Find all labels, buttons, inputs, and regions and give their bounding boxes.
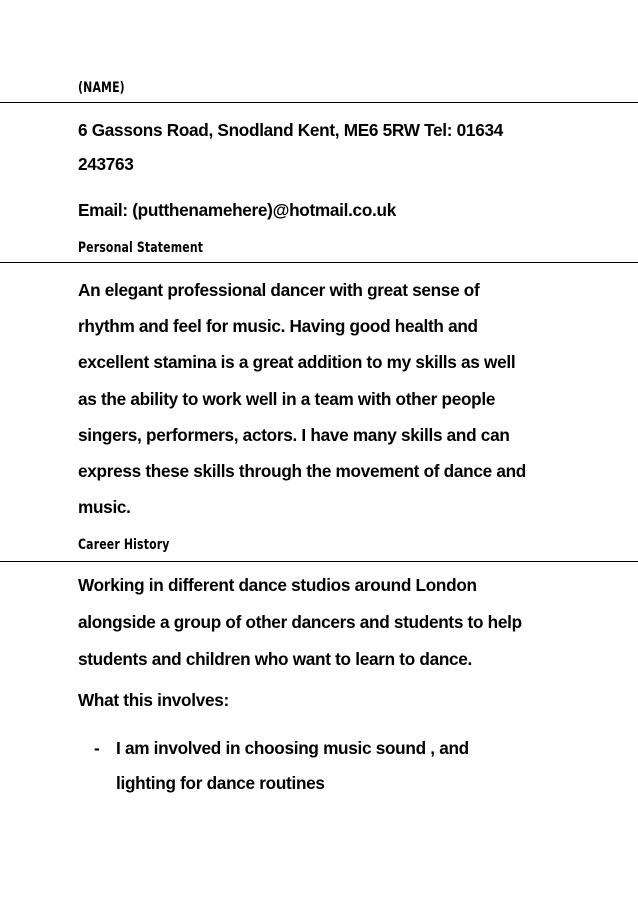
statement-line-6: express these skills through the movement of dance and <box>78 461 526 481</box>
bullet-line-2: lighting for dance routines <box>116 773 325 793</box>
address-line-2: 243763 <box>78 154 134 174</box>
statement-line-2: rhythm and feel for music. Having good health and <box>78 316 478 336</box>
bullet-marker: - <box>94 738 100 758</box>
career-line-3: students and children who want to learn to dance. <box>78 649 473 669</box>
statement-line-1: An elegant professional dancer with great sense of <box>78 280 480 300</box>
career-line-1: Working in different dance studios around London <box>78 575 477 595</box>
personal-statement-heading: Personal Statement <box>78 240 204 256</box>
statement-line-5: singers, performers, actors. I have many skills and can <box>78 425 510 445</box>
address-line-1: 6 Gassons Road, Snodland Kent, ME6 5RW Tel: 01634 <box>78 120 503 140</box>
bullet-line-1: I am involved in choosing music sound , and <box>116 738 469 758</box>
career-history-heading: Career History <box>78 537 170 553</box>
statement-line-4: as the ability to work well in a team with other people <box>78 389 496 409</box>
name-heading: (NAME) <box>78 80 125 96</box>
divider-name <box>0 102 638 103</box>
statement-line-3: excellent stamina is a great addition to my skills as well <box>78 352 516 372</box>
email-line: Email: (putthenamehere)@hotmail.co.uk <box>78 200 396 220</box>
statement-line-7: music. <box>78 497 131 517</box>
involves-label: What this involves: <box>78 690 229 710</box>
career-line-2: alongside a group of other dancers and students to help <box>78 612 522 632</box>
divider-career-history <box>0 561 638 562</box>
divider-personal-statement <box>0 262 638 263</box>
